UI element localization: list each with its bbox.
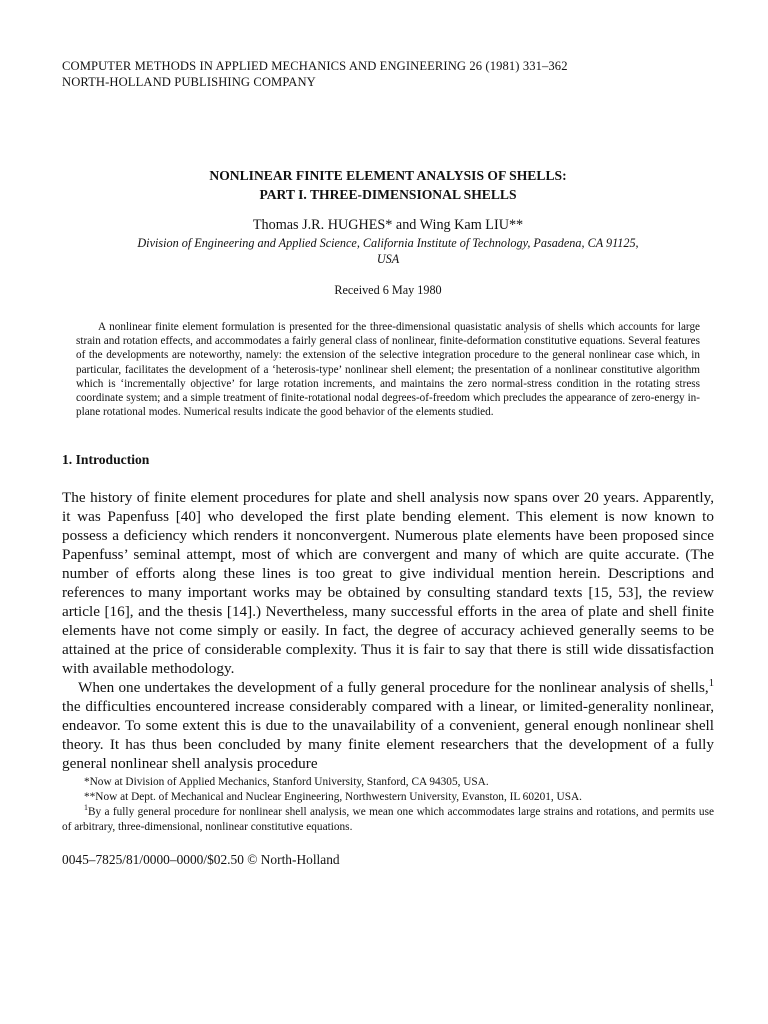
affiliation-line-2: USA	[376, 252, 400, 266]
title-line-2: PART I. THREE-DIMENSIONAL SHELLS	[259, 187, 517, 202]
paper-page	[62, 58, 714, 869]
footnote-1: *Now at Division of Applied Mechanics, Stanford University, Stanford, CA 94305, USA.	[84, 776, 489, 789]
journal-citation: COMPUTER METHODS IN APPLIED MECHANICS AND ENGINEERING 26 (1981) 331–362	[62, 59, 568, 73]
paragraph-2-start: When one undertakes the development of a fully general procedure for the nonlinear analysis of shells,	[78, 679, 709, 697]
publisher: NORTH-HOLLAND PUBLISHING COMPANY	[62, 75, 316, 89]
paragraph-1: The history of finite element procedures for plate and shell analysis now spans over 20 years. Apparently, it was Papenfuss [40] who developed the first plate bending element. This element is now known to possess a deficiency which renders it nonconvergent. Numerous plate elements have been proposed since Papenfuss’ seminal attempt, most of which are convergent and many of which are quite accurate. (The number of efforts along these lines is too great to give individual mention herein. Descriptions and references to many important works may be obtained by consulting standard texts [15, 53], the review article [16], and the thesis [14].) Nevertheless, many successful efforts in the area of plate and shell finite elements have not come simply or easily. In fact, the degree of accuracy achieved generally seems to be attained at the price of considerable complexity. Thus it is fair to say that there is still wide dissatisfaction with available methodology.	[62, 489, 714, 678]
section-heading: 1. Introduction	[62, 452, 150, 468]
footnote-3-text: By a fully general procedure for nonlinear shell analysis, we mean one which accommodates large strains and rotations, and permits use of arbitrary, three-dimensional, nonlinear constitutive equations.	[62, 806, 714, 834]
body-text	[62, 488, 714, 773]
paragraph-2	[62, 678, 714, 773]
copyright-line: 0045–7825/81/0000–0000/$02.50 © North-Holland	[62, 852, 340, 868]
journal-header	[62, 58, 714, 90]
paragraph-2-end: the difficulties encountered increase considerably compared with a linear, or limited-generality nonlinear, endeavor. To some extent this is due to the unavailability of a convenient, general enough nonlinear shell theory. It has thus been concluded by many finite element researchers that the development of a fully general nonlinear shell analysis procedure	[62, 698, 714, 773]
authors: Thomas J.R. HUGHES* and Wing Kam LIU**	[252, 217, 524, 233]
footnote-2: **Now at Dept. of Mechanical and Nuclear Engineering, Northwestern University, Evanston, IL 60201, USA.	[84, 791, 582, 804]
footnote-mark-1: 1	[84, 803, 88, 813]
affiliation-line-1: Division of Engineering and Applied Science, California Institute of Technology, Pasadena, CA 91125,	[137, 236, 639, 250]
paper-title	[62, 166, 714, 204]
footnotes	[62, 775, 714, 835]
abstract: A nonlinear finite element formulation is presented for the three-dimensional quasistatic analysis of shells which accounts for large strain and rotation effects, and accommodates a fairly general class of nonlinear, finite-deformation constitutive equations. Several features of the developments are noteworthy, namely: the extension of the selective integration procedure to the general nonlinear case which, in particular, facilitates the development of a ‘heterosis-type’ nonlinear shell element; the presentation of a nonlinear constitutive algorithm which is ‘incrementally objective’ for large rotation increments, and maintains the zero normal-stress condition in the rotating stress coordinate system; and a simple treatment of finite-rotational nodal degrees-of-freedom which precludes the appearance of zero-energy in-plane rotational modes. Numerical results indicate the good behavior of the elements studied.	[76, 321, 700, 419]
footnote-3	[62, 805, 714, 835]
affiliation	[62, 235, 714, 267]
footnote-ref-1[interactable]: 1	[708, 678, 714, 690]
received-date: Received 6 May 1980	[334, 283, 442, 297]
title-line-1: NONLINEAR FINITE ELEMENT ANALYSIS OF SHELLS:	[209, 168, 567, 183]
